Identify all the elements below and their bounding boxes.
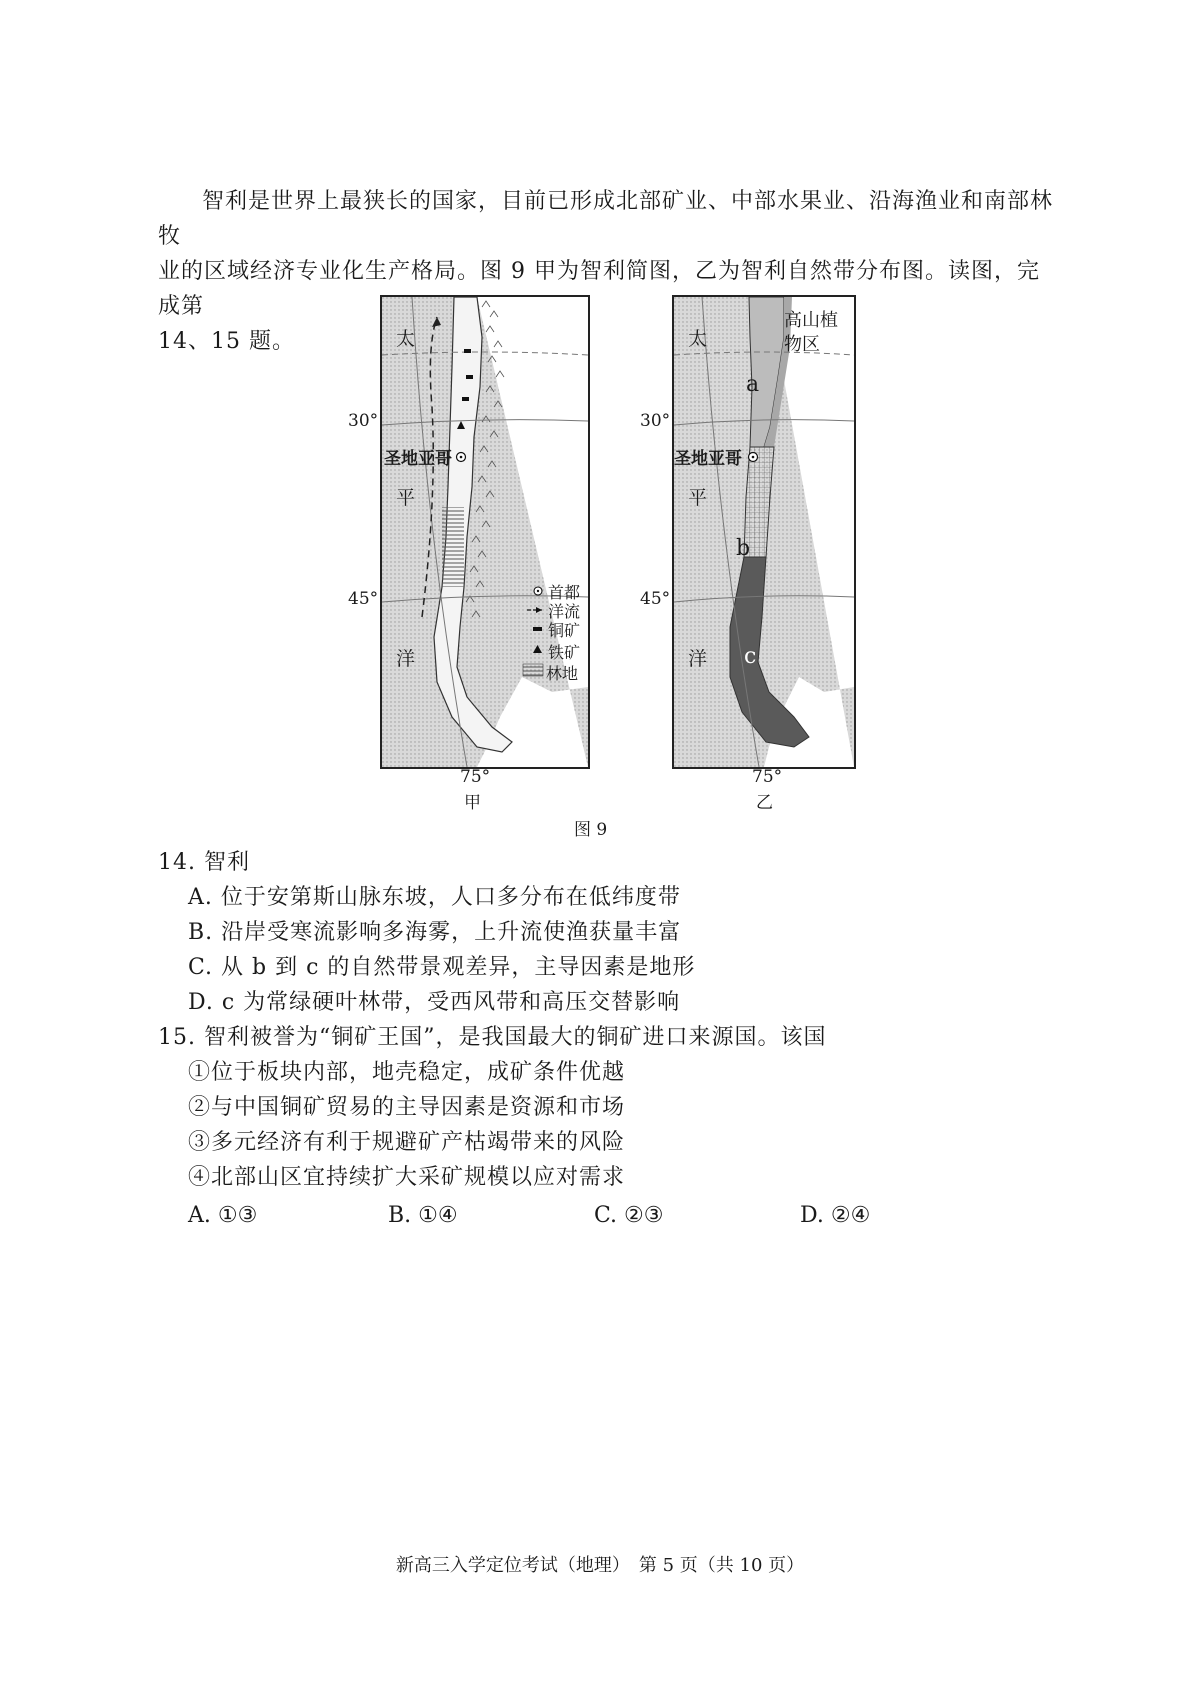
map-yi-zone-a: a xyxy=(746,372,760,397)
map-yi-capital: 圣地亚哥 xyxy=(674,449,742,469)
map-jia-ocean-1: 太 xyxy=(396,328,416,350)
figure-caption: 图 9 xyxy=(574,820,608,840)
map-jia-lat30: 30° xyxy=(348,411,379,431)
q14-option-a: A. 位于安第斯山脉东坡，人口多分布在低纬度带 xyxy=(188,885,681,910)
map-yi-lat45: 45° xyxy=(640,589,671,609)
map-jia-ocean-3: 洋 xyxy=(396,648,416,670)
q15-option-c: C. ②③ xyxy=(594,1203,664,1228)
q15-statement-4: ④北部山区宜持续扩大采矿规模以应对需求 xyxy=(188,1165,626,1190)
legend-current: 洋流 xyxy=(548,602,581,621)
map-yi-drawing xyxy=(674,297,854,767)
legend-iron: 铁矿 xyxy=(548,643,581,662)
forest-area xyxy=(442,507,464,587)
map-jia-capital: 圣地亚哥 xyxy=(384,449,452,469)
map-jia-lon: 75° xyxy=(460,767,491,787)
map-yi-ocean-3: 洋 xyxy=(688,648,708,670)
q15-statement-2: ②与中国铜矿贸易的主导因素是资源和市场 xyxy=(188,1095,626,1120)
map-jia-lat45: 45° xyxy=(348,589,379,609)
map-jia-drawing xyxy=(382,297,588,767)
map-yi-lat30: 30° xyxy=(640,411,671,431)
q15-option-a: A. ①③ xyxy=(188,1203,258,1228)
map-jia-ocean-2: 平 xyxy=(396,487,416,509)
copper-mine xyxy=(466,375,473,379)
q15-statement-1: ①位于板块内部，地壳稳定，成矿条件优越 xyxy=(188,1060,626,1085)
map-yi-zone-c: c xyxy=(744,644,757,669)
map-yi-ocean-2: 平 xyxy=(688,487,708,509)
map-yi-lon: 75° xyxy=(752,767,783,787)
q14-option-b: B. 沿岸受寒流影响多海雾，上升流使渔获量丰富 xyxy=(188,920,682,945)
q14-stem: 14. 智利 xyxy=(158,850,250,875)
legend-forest: 林地 xyxy=(546,664,579,683)
intro-line-2: 业的区域经济专业化生产格局。图 9 甲为智利简图，乙为智利自然带分布图。读图，完成第 xyxy=(158,259,1040,319)
copper-mine xyxy=(464,349,471,353)
q14-option-c: C. 从 b 到 c 的自然带景观差异，主导因素是地形 xyxy=(188,955,696,980)
q15-option-d: D. ②④ xyxy=(800,1203,871,1228)
map-jia-name: 甲 xyxy=(464,793,481,813)
map-yi-alpine-1: 高山植 xyxy=(784,310,838,331)
intro-line-1: 智利是世界上最狭长的国家，目前已形成北部矿业、中部水果业、沿海渔业和南部林牧 xyxy=(158,189,1054,249)
copper-mine xyxy=(462,397,469,401)
q14-option-d: D. c 为常绿硬叶林带，受西风带和高压交替影响 xyxy=(188,990,681,1015)
legend-copper: 铜矿 xyxy=(548,621,581,640)
map-yi xyxy=(672,295,856,769)
page-footer: 新高三入学定位考试（地理） 第 5 页（共 10 页） xyxy=(395,1555,805,1576)
legend-capital: 首都 xyxy=(548,583,581,602)
map-yi-ocean-1: 太 xyxy=(688,328,708,350)
q15-option-b: B. ①④ xyxy=(388,1203,458,1228)
map-jia xyxy=(380,295,590,769)
q15-statement-3: ③多元经济有利于规避矿产枯竭带来的风险 xyxy=(188,1130,626,1155)
q15-stem: 15. 智利被誉为“铜矿王国”，是我国最大的铜矿进口来源国。该国 xyxy=(158,1025,827,1050)
intro-line-3: 14、15 题。 xyxy=(158,329,295,354)
map-yi-name: 乙 xyxy=(756,793,773,813)
map-yi-alpine-2: 物区 xyxy=(784,334,820,355)
map-yi-zone-b: b xyxy=(736,536,751,561)
